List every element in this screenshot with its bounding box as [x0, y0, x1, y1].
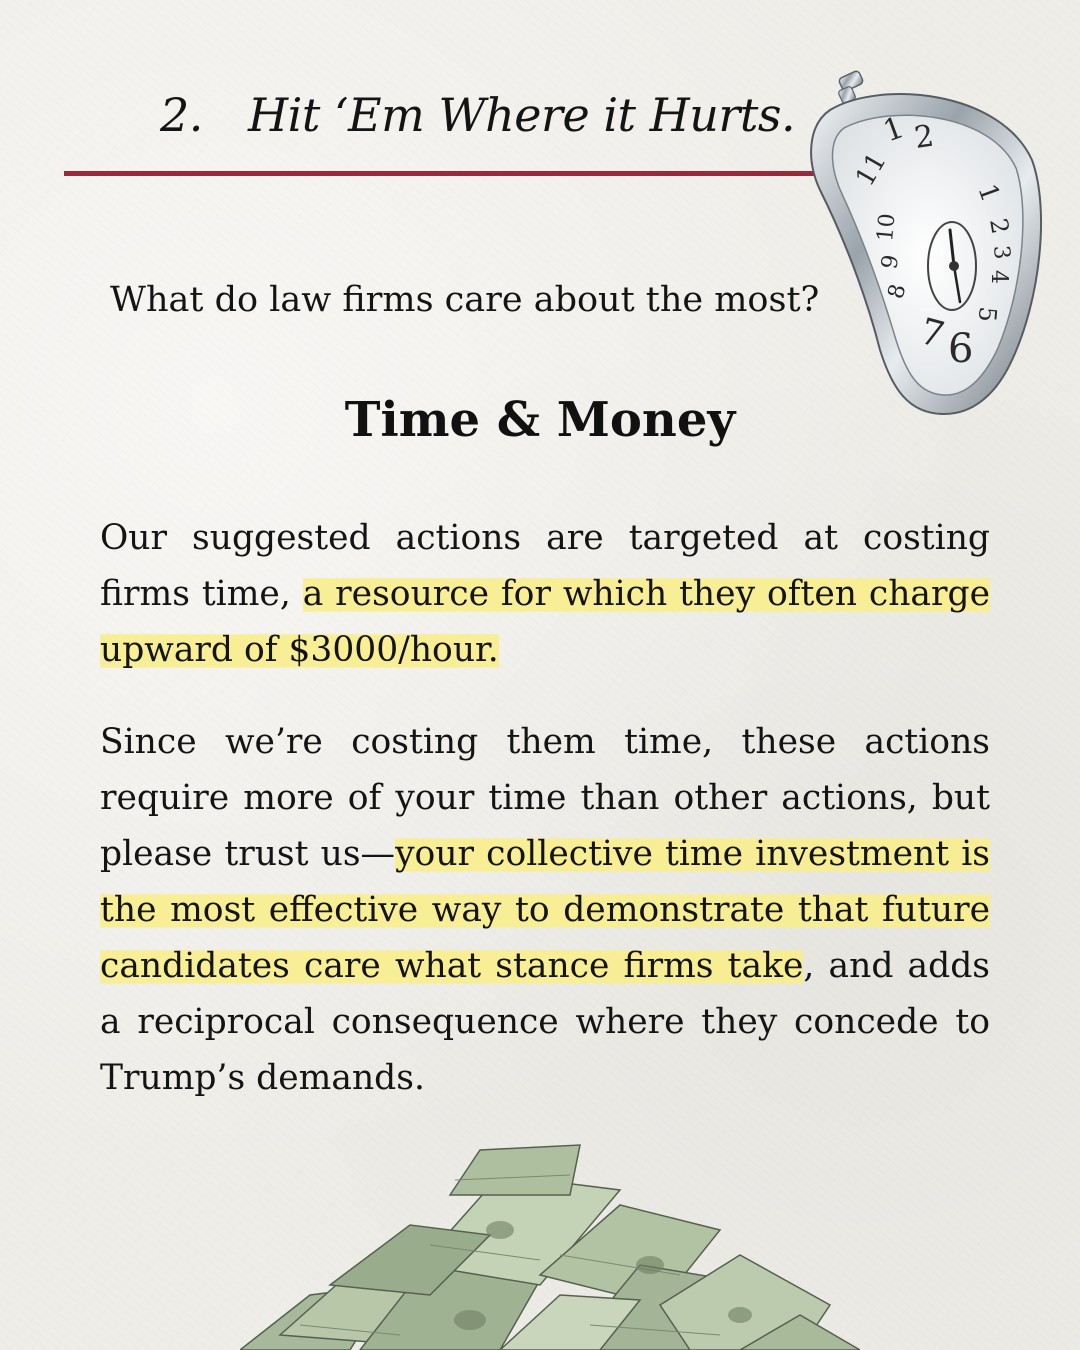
svg-text:3: 3 — [988, 244, 1015, 261]
paragraph-1-highlight: a resource for which they often charge upward of $3000/hour. — [100, 574, 990, 670]
paragraph-2-text-after: , and adds a reciprocal consequence where they concede to Trump’s demands. — [100, 946, 990, 1098]
svg-text:4: 4 — [986, 270, 1011, 284]
money-stack-image — [240, 1135, 860, 1350]
section-number: 2. — [160, 88, 203, 142]
svg-text:11: 11 — [850, 147, 893, 192]
svg-text:10: 10 — [873, 212, 901, 243]
svg-text:6: 6 — [948, 326, 974, 372]
svg-text:1: 1 — [878, 110, 909, 150]
svg-text:2: 2 — [984, 216, 1015, 237]
section-title: Hit ‘Em Where it Hurts. — [248, 88, 796, 142]
paragraph-2-highlight: your collective time investment is the most effective way to demonstrate that future candidates care what stance firms take — [100, 834, 990, 986]
svg-text:5: 5 — [972, 305, 1002, 324]
svg-text:1: 1 — [971, 180, 1006, 206]
lead-question: What do law firms care about the most? — [110, 280, 820, 320]
svg-text:7: 7 — [915, 311, 949, 357]
melting-clock-icon — [800, 70, 1050, 420]
section-heading — [160, 88, 795, 142]
svg-text:8: 8 — [883, 281, 912, 302]
subheading: Time & Money — [344, 392, 736, 448]
svg-text:2: 2 — [912, 118, 937, 156]
svg-text:9: 9 — [877, 252, 905, 272]
paragraph-2-text-before: Since we’re costing them time, these actions require more of your time than other actions, but please trust us— — [100, 722, 990, 874]
paragraph-1-text: Our suggested actions are targeted at costing firms time, — [100, 518, 990, 614]
heading-rule — [64, 171, 854, 176]
paragraph-2 — [100, 714, 990, 1106]
paragraph-1 — [100, 510, 990, 678]
